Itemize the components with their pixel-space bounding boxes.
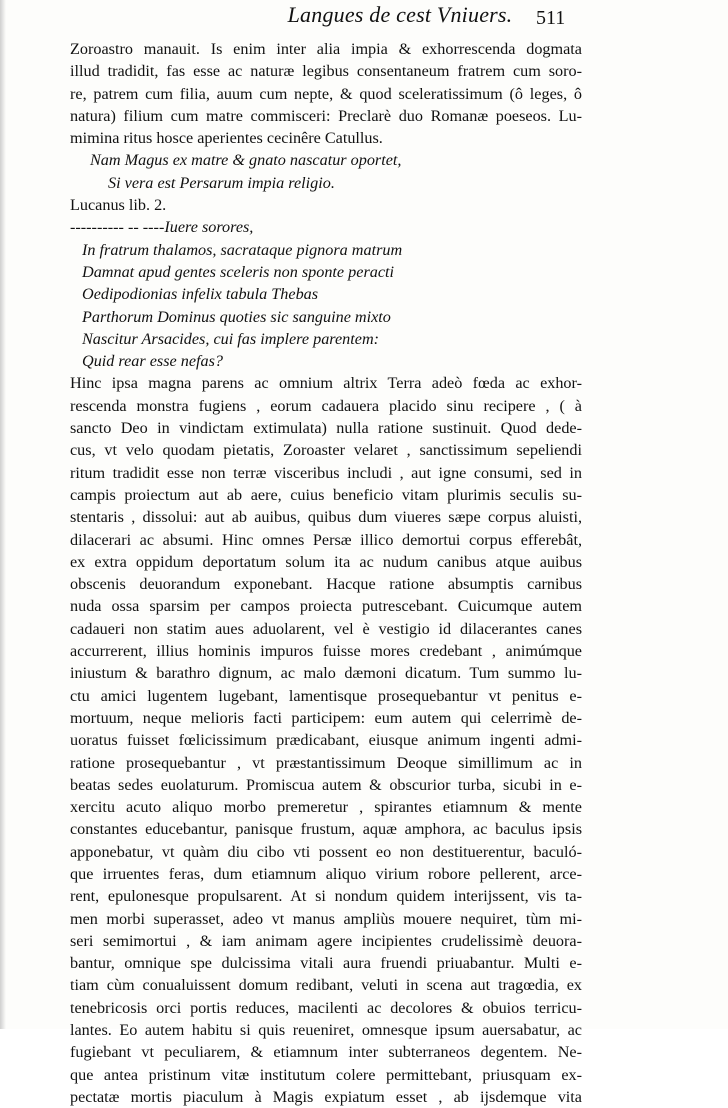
verse-line: Parthorum Dominus quoties sic sanguine mixto — [82, 307, 391, 326]
text-line: apponebatur, vt quàm diu cibo vti possent eo non destituerentur, baculó- — [70, 842, 582, 861]
text-line: ex extra oppidum deportatum solum ita ac nudum canibus atque auibus — [70, 552, 582, 571]
text-line: seri semimortui , & iam animam agere incipientes crudelissimè deuora- — [70, 931, 582, 950]
text-line: rescenda monstra fugiens , eorum cadauera placido sinu recipere , ( à — [70, 396, 582, 415]
text-line: iniustum & barathro dignum, ac malo dæmoni dicatum. Tum summo lu- — [70, 664, 582, 683]
text-line: obscenis deuorandum exponebant. Hacque ratione absumptis carnibus — [70, 575, 582, 594]
text-line: Hinc ipsa magna parens ac omnium altrix Terra adeò fœda ac exhor- — [70, 374, 582, 393]
verse-line: ---------- -- ----Iuere sorores, — [70, 218, 254, 237]
text-line: sancto Deo in vindictam extimulata) nulla ratione sustinuit. Quod dede- — [70, 419, 582, 438]
text-line: pectatæ mortis piaculum à Magis expiatum esset , ab ijsdemque vita — [70, 1087, 582, 1106]
text-line: tenebricosis orci portis reduces, macilenti ac decolores & obuios terricu- — [70, 998, 582, 1017]
text-line: Zoroastro manauit. Is enim inter alia impia & exhorrescenda dogmata — [70, 40, 582, 58]
text-line: mortuum, neque melioris facti participem: eum autem qui celerrimè de- — [70, 708, 582, 727]
text-line: mimina ritus hosce aperientes cecinêre Catullus. — [70, 129, 383, 148]
text-line: constantes educebantur, panisque frustum, aquæ amphora, ac baculus ipsis — [70, 820, 582, 839]
text-line: que antea pristinum vitæ institutum colere permittebant, priusquam ex- — [70, 1065, 582, 1084]
verse-line: Damnat apud gentes sceleris non sponte peracti — [82, 262, 395, 281]
text-line: campis proiectum aut ab aere, cuius beneficio vitam plurimis seculis su- — [70, 485, 582, 504]
text-line: uoratus fuisset fœlicissimum prædicabant, eiusque animum ingenti admi- — [70, 731, 582, 750]
verse-line: Nascitur Arsacides, cui fas implere parentem: — [82, 329, 380, 348]
text-line: xercitu acuto aliquo morbo premeretur , spirantes etiamnum & mente — [70, 798, 582, 817]
body-text — [70, 38, 582, 1108]
text-line: ritum tradidit esse non terræ visceribus includi , aut igne consumi, sed in — [70, 463, 582, 482]
text-line: rent, epulonesque propulsarent. At si nondum quidem interijssent, vis ta- — [70, 887, 582, 906]
text-line: cus, vt velo quodam pietatis, Zoroaster velaret , sanctissimum sepeliendi — [70, 441, 582, 460]
text-line: lantes. Eo autem habitu si quis reueniret, omnesque ipsum auersabatur, ac — [70, 1021, 582, 1040]
verse-line: Quid rear esse nefas? — [82, 352, 224, 371]
verse-line: Si vera est Persarum impia religio. — [108, 173, 335, 192]
text-line: cadaueri non statim aues aduolarent, vel è vestigio id dilacerantes canes — [70, 619, 582, 638]
text-line: men morbi superasset, adeo vt manus ampliùs mouere nequiret, tùm mi- — [70, 909, 582, 928]
text-line: re, patrem cum filia, auum cum nepte, & quod sceleratissimum (ô leges, ô — [70, 84, 582, 103]
text-line: beatas sedes euolaturum. Promiscua autem & obscurior turba, sicubi in e- — [70, 775, 582, 794]
text-line: bantur, omnique spe dulcissima vitali aura fruendi priuabantur. Multi e- — [70, 954, 582, 973]
page-number: 511 — [536, 7, 566, 29]
running-title: Langues de cest Vniuers. — [287, 2, 513, 27]
text-line: ctu amici lugentem lugebant, lamentisque prosequebantur vt penitus e- — [70, 686, 582, 705]
text-line: accurrerent, illius hominis impuros fuisse mores credebant , animúmque — [70, 642, 582, 661]
verse-line: Nam Magus ex matre & gnato nascatur oportet, — [90, 151, 402, 170]
text-line: stentaris , dissolui: aut ab auibus, quibus dum viueres sæpe corpus aluisti, — [70, 508, 582, 527]
verse-line: Oedipodionias infelix tabula Thebas — [82, 285, 319, 304]
text-line: tiam cùm conualuissent domum redibant, veluti in scena aut tragœdia, ex — [70, 976, 582, 995]
text-line: Lucanus lib. 2. — [70, 196, 167, 215]
page-gutter-shadow — [0, 0, 6, 1029]
text-line: natura) filium cum matre commisceri: Preclarè duo Romanæ poeseos. Lu- — [70, 106, 582, 125]
text-line: illud tradidit, fas esse ac naturæ legibus consentaneum fratrem cum soro- — [70, 62, 582, 81]
text-line: ratione prosequebantur , vt præstantissimum Deoque simillimum ac in — [70, 753, 582, 772]
text-line: que irruentes feras, dum etiamnum aliquo virium robore pellerent, arce- — [70, 864, 582, 883]
text-line: fugiebant vt peculiarem, & etiamnum inter subterraneos degentem. Ne- — [70, 1043, 582, 1062]
text-line: nuda ossa sparsim per campos proiecta putrescebant. Cuicumque autem — [70, 597, 582, 616]
verse-line: In fratrum thalamos, sacrataque pignora matrum — [82, 240, 403, 259]
text-line: dilacerari ac absumi. Hinc omnes Persæ illico demortui corpus efferebât, — [70, 530, 582, 549]
